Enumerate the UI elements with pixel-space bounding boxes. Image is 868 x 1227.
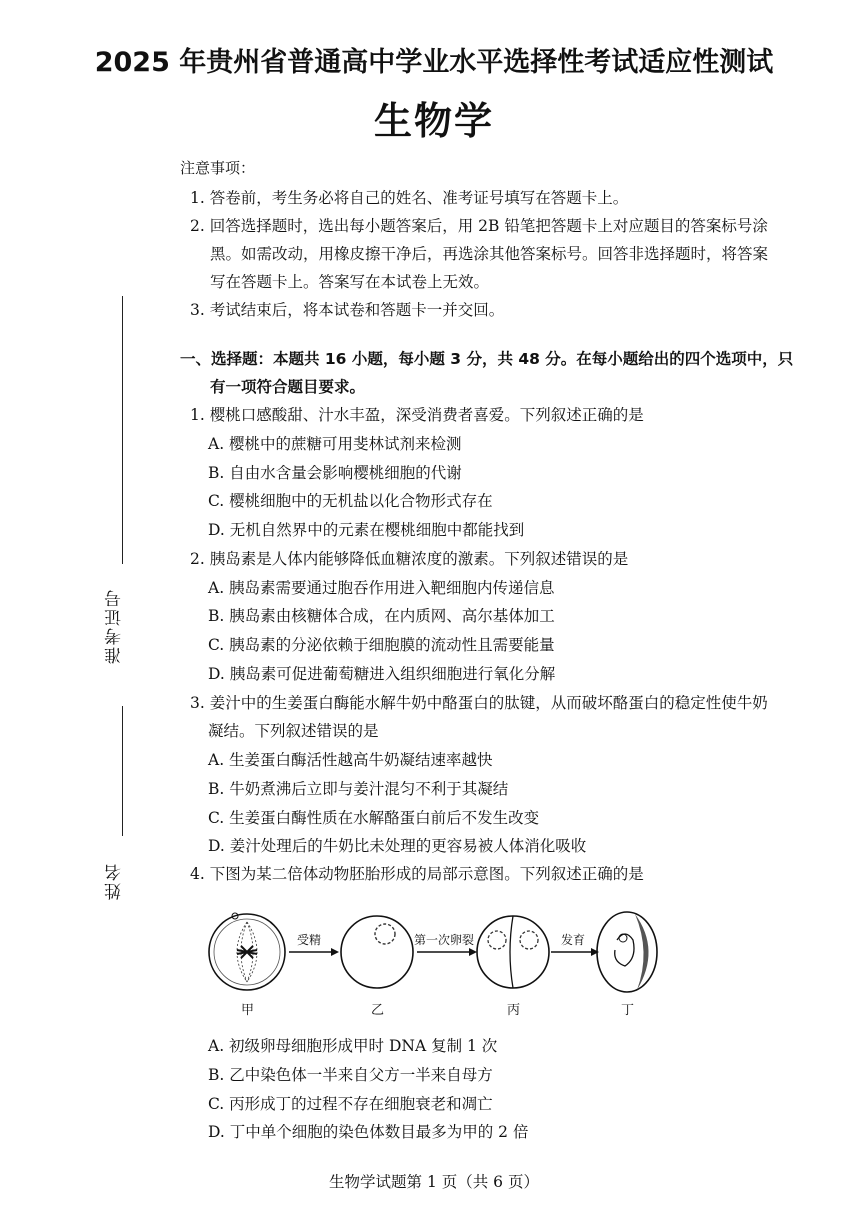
option: A. 樱桃中的蔗糖可用斐林试剂来检测 [208, 435, 462, 453]
side-rule-middle [122, 706, 123, 836]
option: A. 胰岛素需要通过胞吞作用进入靶细胞内传递信息 [208, 579, 555, 597]
notice-item-cont: 黑。如需改动，用橡皮擦干净后，再选涂其他答案标号。回答非选择题时，将答案 [210, 245, 769, 263]
embryo-diagram [205, 900, 665, 1030]
figure-label-jia: 甲 [241, 1003, 255, 1018]
exam-id-label: 准考证号 [105, 588, 125, 664]
option: D. 姜汁处理后的牛奶比未处理的更容易被人体消化吸收 [208, 837, 587, 855]
notice-item: 2. 回答选择题时，选出每小题答案后，用 2B 铅笔把答题卡上对应题目的答案标号涂 [190, 217, 768, 235]
notice-item-cont: 写在答题卡上。答案写在本试卷上无效。 [210, 273, 490, 291]
arrow-label-first-cleavage: 第一次卵裂 [414, 933, 475, 947]
question-stem-cont: 凝结。下列叙述错误的是 [208, 722, 379, 740]
figure-label-ding: 丁 [621, 1003, 635, 1018]
option: B. 胰岛素由核糖体合成，在内质网、高尔基体加工 [208, 607, 555, 625]
question-stem: 1. 樱桃口感酸甜、汁水丰盈，深受消费者喜爱。下列叙述正确的是 [190, 406, 644, 424]
cell-yi [341, 916, 413, 988]
option: B. 自由水含量会影响樱桃细胞的代谢 [208, 464, 462, 482]
exam-title: 2025 年贵州省普通高中学业水平选择性考试适应性测试 [94, 47, 774, 78]
option: C. 丙形成丁的过程不存在细胞衰老和凋亡 [208, 1095, 493, 1113]
notice-item: 1. 答卷前，考生务必将自己的姓名、准考证号填写在答题卡上。 [190, 189, 629, 207]
notice-item: 3. 考试结束后，将本试卷和答题卡一并交回。 [190, 301, 505, 319]
option: C. 胰岛素的分泌依赖于细胞膜的流动性且需要能量 [208, 636, 555, 654]
side-rule-top [122, 296, 123, 564]
option: D. 丁中单个细胞的染色体数目最多为甲的 2 倍 [208, 1123, 529, 1141]
section-heading-cont: 有一项符合题目要求。 [210, 378, 366, 396]
cell-ding [597, 912, 657, 992]
section-heading: 一、选择题：本题共 16 小题，每小题 3 分，共 48 分。在每小题给出的四个选项中，只 [180, 350, 794, 368]
cell-bing [477, 916, 549, 988]
option: A. 初级卵母细胞形成甲时 DNA 复制 1 次 [208, 1037, 498, 1055]
notice-heading: 注意事项： [180, 159, 256, 177]
name-label: 姓名 [105, 862, 125, 900]
question-stem: 2. 胰岛素是人体内能够降低血糖浓度的激素。下列叙述错误的是 [190, 550, 629, 568]
arrow-label-development: 发育 [561, 933, 586, 947]
option: D. 胰岛素可促进葡萄糖进入组织细胞进行氧化分解 [208, 665, 556, 683]
figure-label-bing: 丙 [507, 1003, 521, 1018]
option: C. 樱桃细胞中的无机盐以化合物形式存在 [208, 492, 493, 510]
option: A. 生姜蛋白酶活性越高牛奶凝结速率越快 [208, 751, 493, 769]
cell-jia [209, 913, 285, 990]
page-footer: 生物学试题第 1 页（共 6 页） [329, 1173, 539, 1191]
option: C. 生姜蛋白酶性质在水解酪蛋白前后不发生改变 [208, 809, 540, 827]
figure-label-yi: 乙 [371, 1003, 385, 1018]
option: B. 牛奶煮沸后立即与姜汁混匀不利于其凝结 [208, 780, 509, 798]
option: D. 无机自然界中的元素在樱桃细胞中都能找到 [208, 521, 525, 539]
question-stem: 4. 下图为某二倍体动物胚胎形成的局部示意图。下列叙述正确的是 [190, 865, 644, 883]
arrow-label-fertilization: 受精 [297, 933, 322, 947]
option: B. 乙中染色体一半来自父方一半来自母方 [208, 1066, 493, 1084]
question-stem: 3. 姜汁中的生姜蛋白酶能水解牛奶中酪蛋白的肽键，从而破坏酪蛋白的稳定性使牛奶 [190, 694, 768, 712]
subject-title: 生物学 [373, 99, 494, 143]
